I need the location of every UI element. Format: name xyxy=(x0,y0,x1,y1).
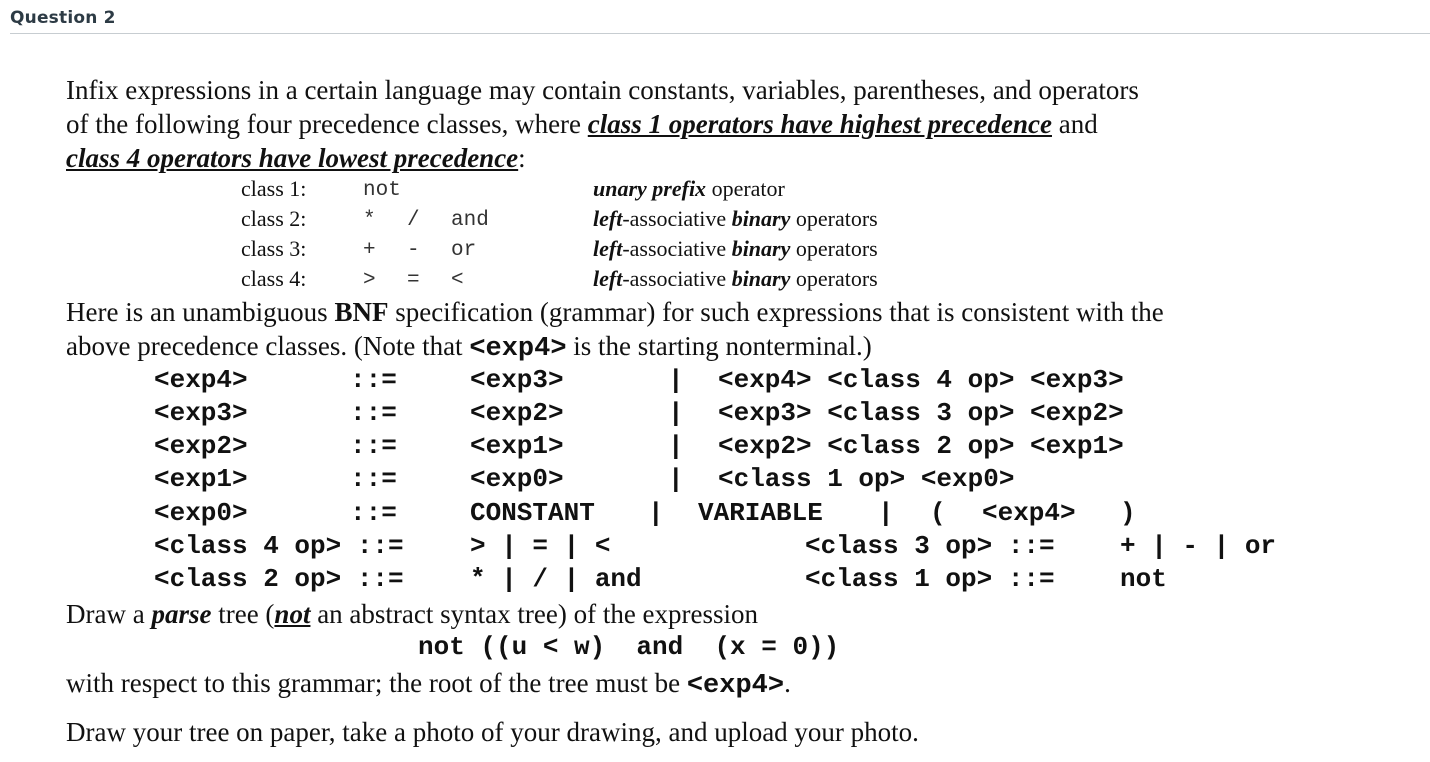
class-label: class 4: xyxy=(241,266,307,291)
desc-text: -associative xyxy=(622,206,732,231)
rule-alt: <exp0> xyxy=(470,464,564,494)
class-label: class 3: xyxy=(241,236,307,261)
rule-lhs: <exp4> xyxy=(154,365,248,395)
question-title: Question 2 xyxy=(10,8,116,28)
op-rule-lhs: <class 1 op> ::= xyxy=(805,564,1055,594)
class-op: not xyxy=(363,179,401,202)
task-text: Draw a xyxy=(66,599,152,629)
rule-alt: <class 1 op> <exp0> xyxy=(718,464,1015,494)
intro-line-1: Infix expressions in a certain language may contain constants, variables, parentheses, and operators xyxy=(66,75,1139,105)
op-rule-lhs: <class 2 op> ::= xyxy=(154,564,404,594)
bnf-bold: BNF xyxy=(334,297,389,327)
bnf-intro-text: Here is an unambiguous xyxy=(66,297,335,327)
rule-lhs: <exp0> xyxy=(154,498,248,528)
rule-def: ::= xyxy=(350,398,397,428)
desc-emphasis: left xyxy=(593,206,623,231)
lowest-precedence-emphasis: class 4 operators have lowest precedence xyxy=(66,143,519,173)
desc-emphasis: binary xyxy=(731,206,791,231)
desc-text: operators xyxy=(790,236,878,261)
class-description xyxy=(593,178,785,200)
task-text: . xyxy=(784,668,791,698)
rule-alt: <exp3> xyxy=(470,365,564,395)
rule-sep: | xyxy=(668,464,684,494)
desc-text: operators xyxy=(790,206,878,231)
rule-def: ::= xyxy=(350,464,397,494)
class-op: = xyxy=(407,269,420,292)
op-rule-lhs: <class 4 op> ::= xyxy=(154,531,404,561)
rule-alt: <exp2> <class 2 op> <exp1> xyxy=(718,431,1124,461)
class-description xyxy=(593,268,878,290)
bnf-intro-text: is the starting nonterminal.) xyxy=(566,331,872,361)
task-line-4: Draw your tree on paper, take a photo of your drawing, and upload your photo. xyxy=(66,717,919,747)
intro-line-3 xyxy=(66,145,526,172)
rule-sep: | xyxy=(878,498,894,528)
rule-alt: <exp1> xyxy=(470,431,564,461)
rule-alt: CONSTANT xyxy=(470,498,595,528)
rule-lhs: <exp2> xyxy=(154,431,248,461)
rule-alt: <exp4> <class 4 op> <exp3> xyxy=(718,365,1124,395)
bnf-intro-line-2 xyxy=(66,333,872,363)
rule-alt: ( xyxy=(930,498,946,528)
not-emphasis: not xyxy=(274,599,311,629)
intro-line-2 xyxy=(66,111,1098,138)
desc-text: -associative xyxy=(622,236,732,261)
parse-emphasis: parse xyxy=(151,599,212,629)
desc-emphasis: binary xyxy=(731,266,791,291)
desc-emphasis: left xyxy=(593,236,623,261)
class-op: * xyxy=(363,209,376,232)
rule-alt: <exp3> <class 3 op> <exp2> xyxy=(718,398,1124,428)
class-op: / xyxy=(407,209,420,232)
rule-alt: <exp4> xyxy=(982,498,1076,528)
bnf-intro-text: specification (grammar) for such expressions that is consistent with the xyxy=(388,297,1164,327)
rule-alt: <exp2> xyxy=(470,398,564,428)
rule-alt: ) xyxy=(1120,498,1136,528)
desc-emphasis: unary prefix xyxy=(593,176,707,201)
task-line-1 xyxy=(66,601,758,628)
bnf-intro-line-1 xyxy=(66,299,1164,326)
rule-sep: | xyxy=(668,431,684,461)
expression: not ((u < w) and (x = 0)) xyxy=(418,632,840,662)
class-label: class 1: xyxy=(241,176,307,201)
intro-text: of the following four precedence classes, where xyxy=(66,109,588,139)
op-rule-lhs: <class 3 op> ::= xyxy=(805,531,1055,561)
class-label: class 2: xyxy=(241,206,307,231)
rule-lhs: <exp3> xyxy=(154,398,248,428)
rule-lhs: <exp1> xyxy=(154,464,248,494)
start-nonterminal: <exp4> xyxy=(469,334,567,364)
op-rule-rhs: * | / | and xyxy=(470,564,642,594)
class-op: - xyxy=(407,239,420,262)
rule-sep: | xyxy=(668,398,684,428)
class-op: or xyxy=(451,239,477,262)
rule-def: ::= xyxy=(350,365,397,395)
op-rule-rhs: not xyxy=(1120,564,1167,594)
rule-sep: | xyxy=(668,365,684,395)
intro-text: : xyxy=(518,143,526,173)
root-nonterminal: <exp4> xyxy=(686,671,785,701)
desc-emphasis: binary xyxy=(731,236,791,261)
desc-text: -associative xyxy=(622,266,732,291)
class-description xyxy=(593,208,878,230)
task-text: an abstract syntax tree) of the expression xyxy=(310,599,759,629)
task-text: tree ( xyxy=(211,599,275,629)
class-description xyxy=(593,238,878,260)
op-rule-rhs: > | = | < xyxy=(470,531,611,561)
highest-precedence-emphasis: class 1 operators have highest precedence xyxy=(587,109,1052,139)
intro-text: and xyxy=(1051,109,1098,139)
class-op: > xyxy=(363,269,376,292)
class-op: and xyxy=(451,209,489,232)
rule-alt: VARIABLE xyxy=(698,498,823,528)
desc-emphasis: left xyxy=(593,266,623,291)
desc-text: operators xyxy=(790,266,878,291)
task-text: with respect to this grammar; the root of the tree must be xyxy=(66,668,687,698)
task-line-3 xyxy=(66,670,791,700)
question-header xyxy=(10,0,1430,34)
rule-def: ::= xyxy=(350,431,397,461)
rule-sep: | xyxy=(648,498,664,528)
class-op: < xyxy=(451,269,464,292)
desc-text: operator xyxy=(706,176,785,201)
class-op: + xyxy=(363,239,376,262)
op-rule-rhs: + | - | or xyxy=(1120,531,1277,561)
rule-def: ::= xyxy=(350,498,397,528)
bnf-intro-text: above precedence classes. (Note that xyxy=(66,331,470,361)
